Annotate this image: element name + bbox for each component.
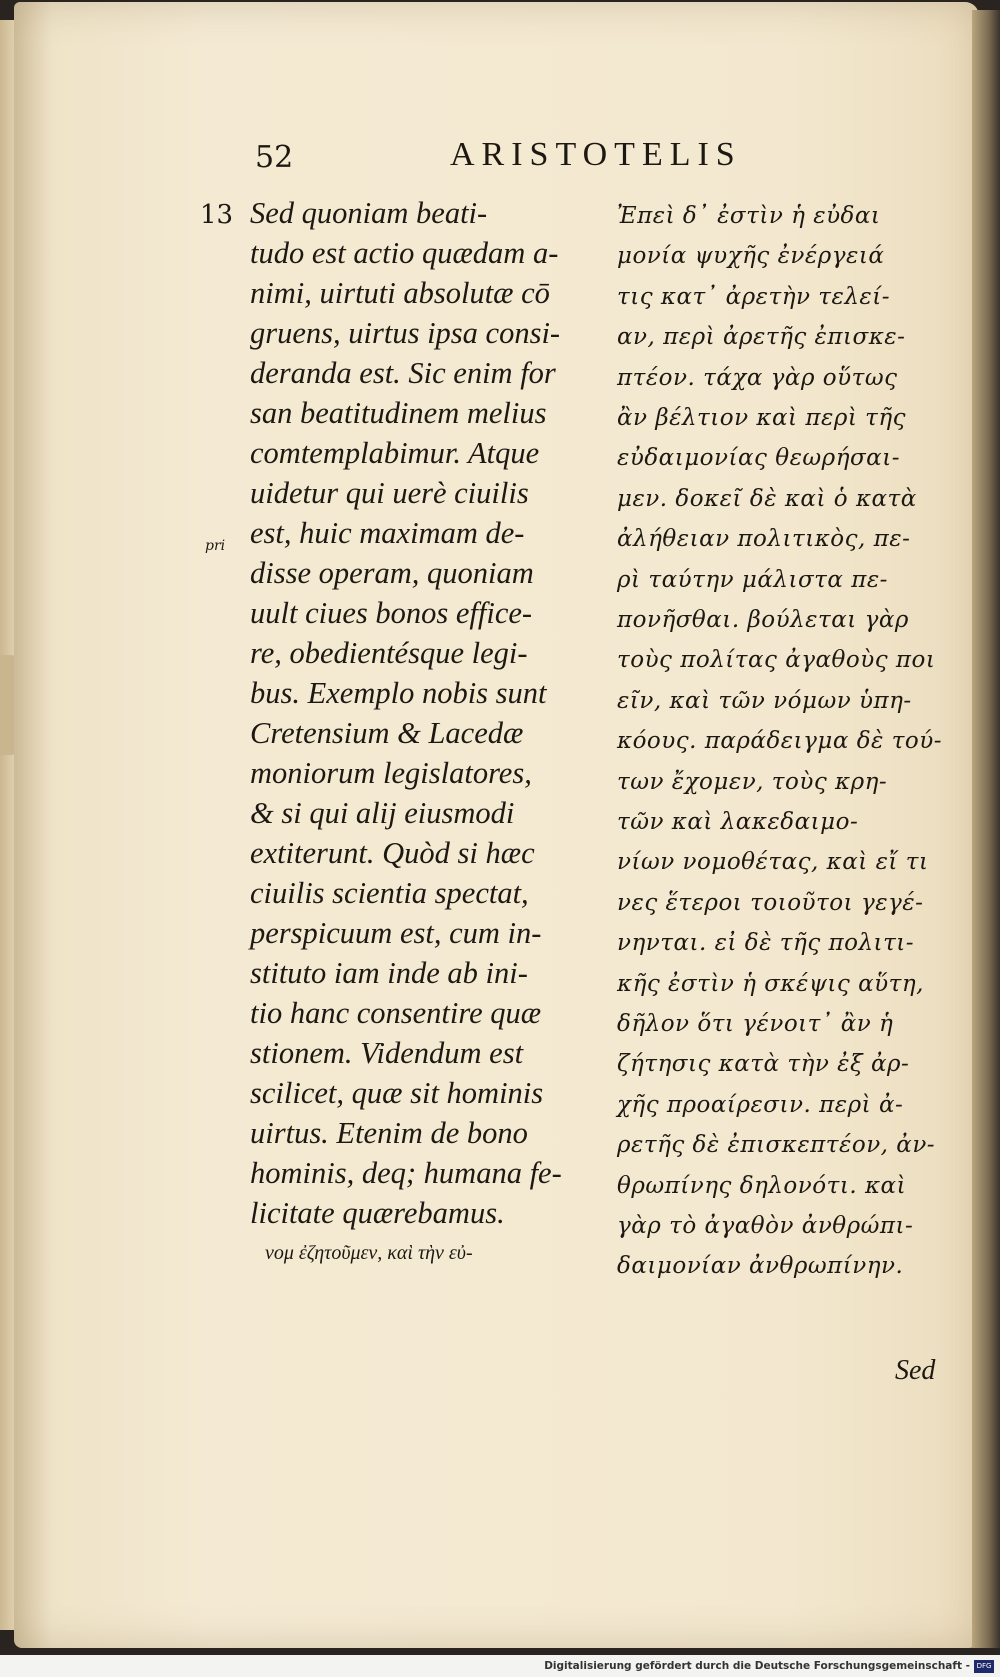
greek-line: κῆς ἐστὶν ἡ σκέψις αὕτη, xyxy=(617,970,924,997)
greek-line: Ἐπεὶ δ᾽ ἐστὶν ἡ εὐδαι xyxy=(617,203,881,229)
greek-line: ἂν βέλτιον καὶ περὶ τῆς xyxy=(617,405,907,431)
greek-line: γὰρ τὸ ἀγαθὸν ἀνθρώπι- xyxy=(617,1213,914,1239)
latin-line: ciuilis scientia spectat, xyxy=(250,876,529,910)
latin-line: tudo est actio quædam a- xyxy=(250,236,559,270)
latin-line: extiterunt. Quòd si hæc xyxy=(250,836,535,870)
latin-line: gruens, uirtus ipsa consi- xyxy=(250,316,561,350)
latin-line: scilicet, quæ sit hominis xyxy=(250,1076,544,1110)
latin-line: νομ ἐζητοῦμεν, καὶ τὴν εὐ- xyxy=(265,1242,473,1264)
book-right-edge xyxy=(972,10,1000,1648)
latin-line: uidetur qui uerè ciuilis xyxy=(250,476,529,510)
latin-line: disse operam, quoniam xyxy=(250,556,534,590)
greek-line: μεν. δοκεῖ δὲ καὶ ὁ κατὰ xyxy=(617,485,917,512)
greek-line: μονία ψυχῆς ἐνέργειά xyxy=(617,243,885,270)
page-number: 52 xyxy=(255,140,294,175)
greek-line: τις κατ᾽ ἀρετὴν τελεί- xyxy=(617,283,891,310)
greek-line: τῶν καὶ λακεδαιμο- xyxy=(617,809,859,835)
greek-line: νίων νομοθέτας, καὶ εἴ τι xyxy=(617,849,929,876)
latin-line: san beatitudinem melius xyxy=(250,396,547,430)
greek-line: νες ἕτεροι τοιοῦτοι γεγέ- xyxy=(617,889,924,916)
greek-line: χῆς προαίρεσιν. περὶ ἀ- xyxy=(617,1091,904,1118)
greek-line: ρὶ ταύτην μάλιστα πε- xyxy=(617,566,888,593)
catchword: Sed xyxy=(895,1355,936,1386)
greek-line: πτέον. τάχα γὰρ οὕτως xyxy=(617,364,898,391)
latin-line: nimi, uirtuti absolutæ cō xyxy=(250,276,550,310)
greek-line: εὐδαιμονίας θεωρήσαι- xyxy=(617,445,901,472)
latin-line: moniorum legislatores, xyxy=(250,756,532,790)
latin-line: licitate quærebamus. xyxy=(250,1196,505,1230)
latin-line: Cretensium & Lacedæ xyxy=(250,716,524,750)
greek-line: νηνται. εἰ δὲ τῆς πολιτι- xyxy=(617,930,915,957)
latin-line: re, obedientésque legi- xyxy=(250,636,528,670)
greek-line: των ἔχομεν, τοὺς κρη- xyxy=(617,768,888,795)
latin-line: stionem. Videndum est xyxy=(250,1036,524,1070)
greek-line: πονῆσθαι. βούλεται γὰρ xyxy=(617,607,909,633)
latin-line: Sed quoniam beati- xyxy=(250,196,488,230)
greek-line: αν, περὶ ἀρετῆς ἐπισκε- xyxy=(617,324,906,351)
latin-line: hominis, deq; humana fe- xyxy=(250,1156,562,1190)
latin-line: comtemplabimur. Atque xyxy=(250,436,540,470)
footer-credit: Digitalisierung gefördert durch die Deutsche Forschungsgemeinschaft - xyxy=(544,1660,970,1672)
greek-line: δῆλον ὅτι γένοιτ᾽ ἂν ἡ xyxy=(617,1011,894,1037)
greek-line: εῖν, καὶ τῶν νόμων ὑπη- xyxy=(617,687,912,714)
latin-line: est, huic maximam de- xyxy=(250,516,525,550)
latin-line: uult ciues bonos effice- xyxy=(250,596,533,630)
greek-line: ἀλήθειαν πολιτικὸς, πε- xyxy=(617,526,911,553)
greek-line: ρετῆς δὲ ἐπισκεπτέον, ἀν- xyxy=(617,1132,936,1159)
greek-line: ζήτησις κατὰ τὴν ἐξ ἀρ- xyxy=(617,1051,910,1078)
greek-line: κόους. παράδειγμα δὲ τού- xyxy=(617,728,943,755)
greek-line: δαιμονίαν ἀνθρωπίνην. xyxy=(617,1253,904,1280)
margin-note: pri xyxy=(205,538,226,554)
greek-line: θρωπίνης δηλονότι. καὶ xyxy=(617,1172,907,1199)
latin-line: tio hanc consentire quæ xyxy=(250,996,542,1030)
margin-number: 13 xyxy=(200,200,234,230)
latin-line: bus. Exemplo nobis sunt xyxy=(250,676,547,710)
latin-line: uirtus. Etenim de bono xyxy=(250,1116,528,1150)
greek-line: τοὺς πολίτας ἀγαθοὺς ποι xyxy=(617,647,936,674)
latin-line: deranda est. Sic enim for xyxy=(250,356,556,390)
dfg-logo: DFG xyxy=(974,1660,994,1673)
latin-line: perspicuum est, cum in- xyxy=(250,916,542,950)
running-head: ARISTOTELIS xyxy=(450,136,742,173)
latin-line: stituto iam inde ab ini- xyxy=(250,956,528,990)
latin-line: & si qui alij eiusmodi xyxy=(250,796,515,830)
